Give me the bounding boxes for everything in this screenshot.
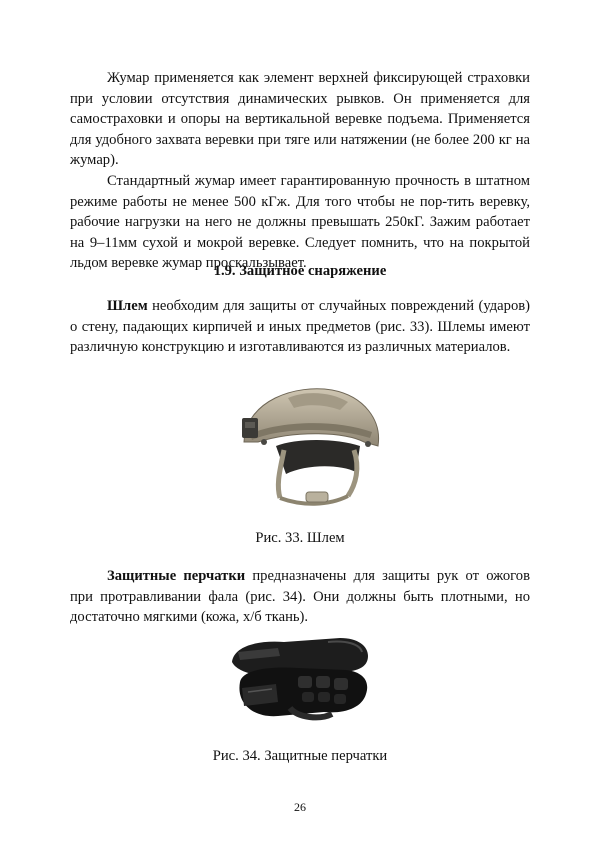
paragraph-gloves — [70, 566, 530, 628]
paragraph-helmet-text: необходим для защиты от случайных повреждений (ударов) о стену, падающих кирпичей и иных предметов (рис. 33). Шлемы имеют различную конструкцию и изготавливаются из различных материалов. — [70, 298, 530, 356]
gloves-image — [228, 632, 374, 724]
body-text-top — [70, 68, 530, 274]
paragraph-jumar-strength: Стандартный жумар имеет гарантированную прочность в штатном режиме работы не менее 500 кГж. Для того чтобы не пор-тить веревку, рабочие нагрузки на него не должны превышать 250кГ. Зажим работает на 9–11мм сухой и мокрой веревке. Следует помнить, что на покрытой льдом веревке жумар проскальзывает. — [70, 172, 530, 272]
section-heading: 1.9. Защитное снаряжение — [213, 263, 387, 279]
body-text-helmet — [70, 296, 530, 358]
paragraph-jumar-usage: Жумар применяется как элемент верхней фиксирующей страховки при условии отсутствия динамических рывков. Он применяется для самостраховки и опоры на вертикальной веревке подъема. Применяется для удобного захвата веревки при тяге или натяжении (не более 200 кг на жумар). — [70, 70, 530, 169]
paragraph-gloves-text: предназначены для защиты рук от ожогов при протравливании фала (рис. 34). Они должны быть плотными, но достаточно мягкими (кожа, х/б ткань). — [70, 568, 530, 626]
paragraph-helmet — [70, 296, 530, 358]
figure-34-caption: Рис. 34. Защитные перчатки — [212, 748, 388, 764]
helmet-image — [236, 380, 384, 510]
term-gloves: Защитные перчатки — [107, 568, 246, 584]
term-helmet: Шлем — [107, 298, 148, 314]
figure-33-caption: Рис. 33. Шлем — [255, 530, 345, 546]
body-text-gloves — [70, 566, 530, 628]
page-number: 26 — [294, 800, 306, 814]
